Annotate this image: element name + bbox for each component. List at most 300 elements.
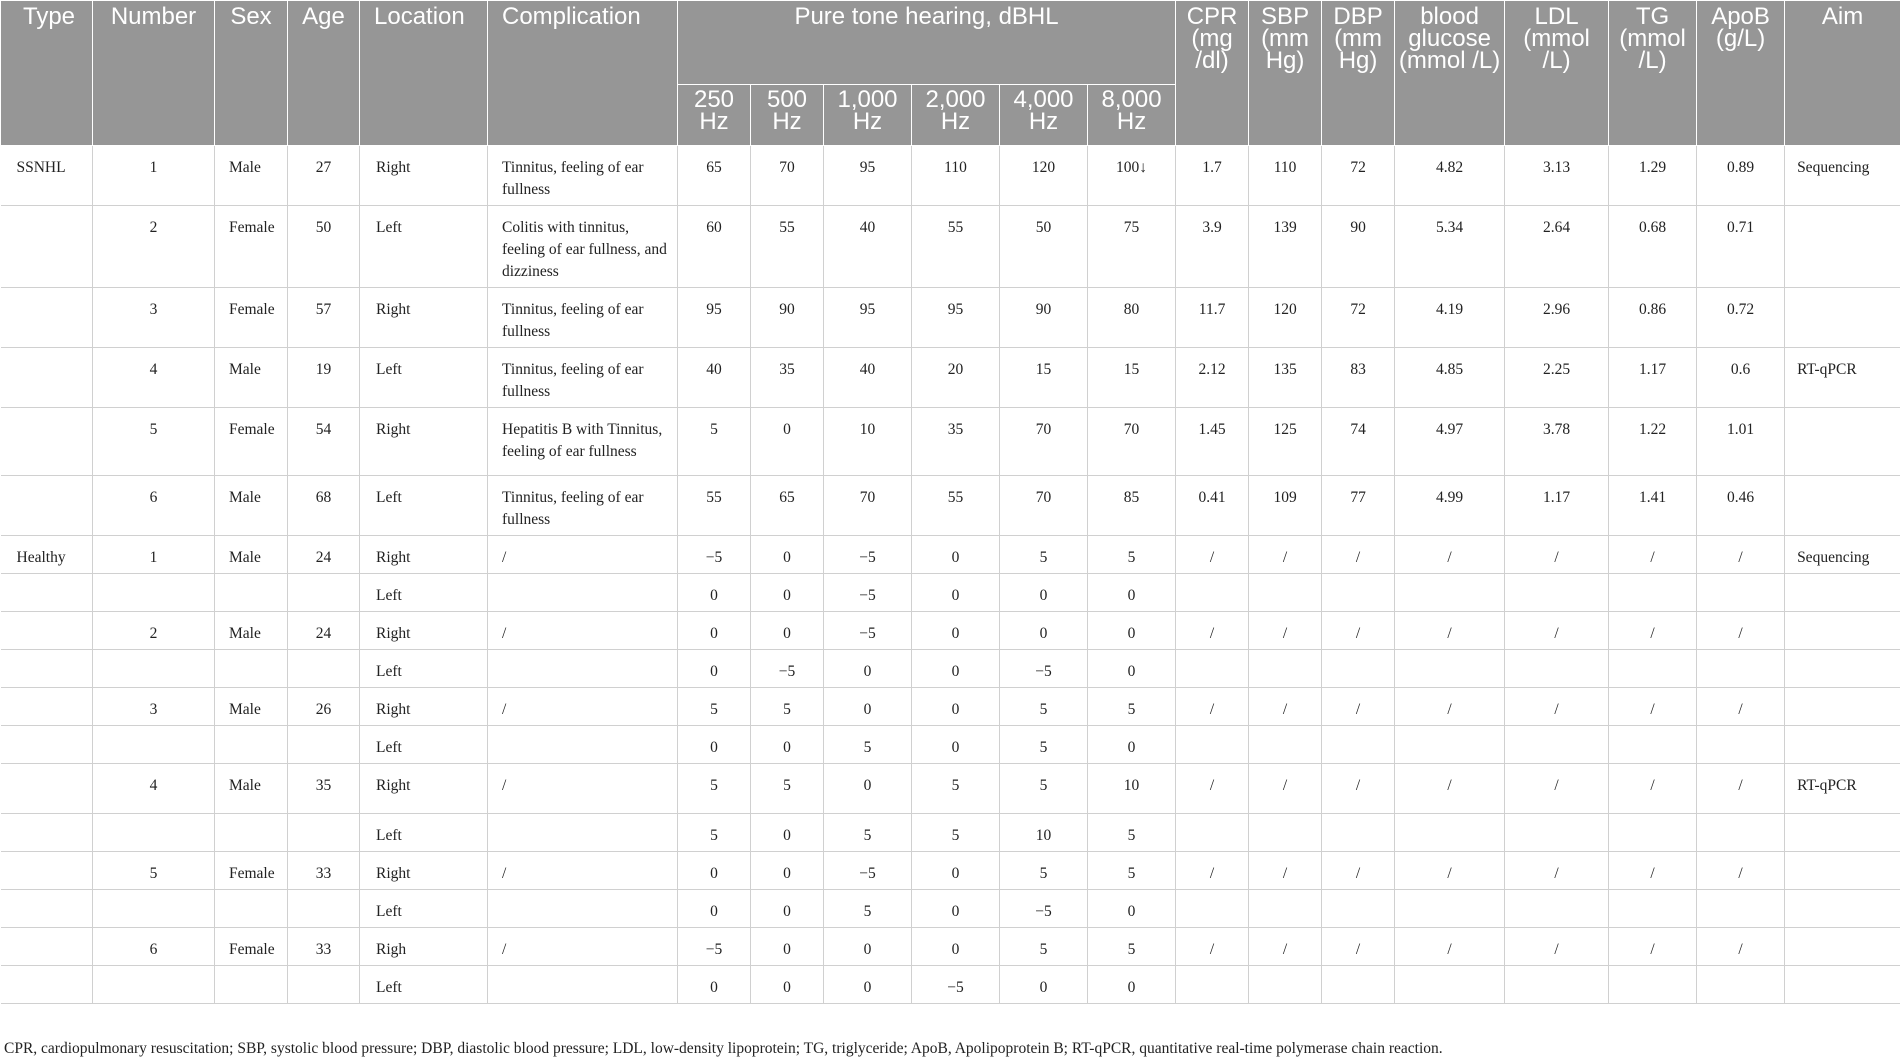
cell-hearing-1000: 0	[824, 928, 912, 966]
cell-location: Right	[360, 764, 488, 814]
cell-ldl: 1.17	[1505, 476, 1609, 536]
header-freq-1000: 1,000 Hz	[824, 85, 912, 146]
cell-age: 50	[288, 206, 360, 288]
cell-hearing-250: −5	[678, 928, 751, 966]
header-ldl: LDL (mmol /L)	[1505, 1, 1609, 146]
cell-ldl	[1505, 890, 1609, 928]
cell-ldl: /	[1505, 688, 1609, 726]
cell-age	[288, 814, 360, 852]
cell-sex: Female	[215, 206, 288, 288]
cell-sbp	[1249, 966, 1322, 1004]
cell-number: 5	[93, 852, 215, 890]
cell-number: 3	[93, 688, 215, 726]
header-blood-glucose: blood glucose (mmol /L)	[1395, 1, 1505, 146]
cell-complication: Tinnitus, feeling of ear fullness	[488, 476, 678, 536]
cell-tg	[1609, 574, 1697, 612]
table-row	[1, 650, 1900, 688]
cell-hearing-2000: 55	[912, 476, 1000, 536]
cell-aim	[1785, 612, 1900, 650]
cell-cpr	[1176, 574, 1249, 612]
cell-type	[1, 574, 93, 612]
cell-age	[288, 650, 360, 688]
cell-hearing-500: −5	[751, 650, 824, 688]
cell-hearing-500: 0	[751, 928, 824, 966]
cell-sex: Male	[215, 348, 288, 408]
cell-hearing-8000: 0	[1088, 574, 1176, 612]
cell-dbp: /	[1322, 688, 1395, 726]
cell-complication: Colitis with tinnitus, feeling of ear fullness, and dizziness	[488, 206, 678, 288]
cell-cpr	[1176, 890, 1249, 928]
header-cpr: CPR (mg /dl)	[1176, 1, 1249, 146]
cell-number	[93, 814, 215, 852]
cell-ldl: 2.25	[1505, 348, 1609, 408]
cell-cpr: 1.7	[1176, 146, 1249, 206]
cell-glucose: 4.99	[1395, 476, 1505, 536]
cell-hearing-250: 5	[678, 688, 751, 726]
cell-ldl	[1505, 574, 1609, 612]
cell-hearing-4000: 90	[1000, 288, 1088, 348]
cell-glucose: /	[1395, 852, 1505, 890]
cell-hearing-4000: 5	[1000, 852, 1088, 890]
cell-aim: Sequencing	[1785, 146, 1900, 206]
cell-sbp	[1249, 814, 1322, 852]
cell-type	[1, 612, 93, 650]
cell-hearing-8000: 0	[1088, 890, 1176, 928]
cell-age	[288, 966, 360, 1004]
cell-hearing-1000: 0	[824, 688, 912, 726]
cell-tg: /	[1609, 612, 1697, 650]
cell-hearing-8000: 85	[1088, 476, 1176, 536]
cell-apob	[1697, 574, 1785, 612]
cell-hearing-250: 0	[678, 966, 751, 1004]
cell-tg: 0.86	[1609, 288, 1697, 348]
cell-hearing-1000: 0	[824, 764, 912, 814]
cell-type	[1, 764, 93, 814]
cell-apob: 0.6	[1697, 348, 1785, 408]
cell-apob	[1697, 966, 1785, 1004]
cell-hearing-250: 0	[678, 726, 751, 764]
cell-complication: Hepatitis B with Tinnitus, feeling of ear fullness	[488, 408, 678, 476]
cell-sbp	[1249, 650, 1322, 688]
cell-aim	[1785, 206, 1900, 288]
cell-sex: Male	[215, 536, 288, 574]
header-complication: Complication	[488, 1, 678, 146]
cell-complication: /	[488, 612, 678, 650]
cell-glucose: 4.82	[1395, 146, 1505, 206]
cell-age: 54	[288, 408, 360, 476]
cell-cpr	[1176, 814, 1249, 852]
table-row	[1, 928, 1900, 966]
cell-hearing-4000: 5	[1000, 928, 1088, 966]
table-row	[1, 764, 1900, 814]
cell-hearing-250: 5	[678, 408, 751, 476]
cell-hearing-2000: 95	[912, 288, 1000, 348]
cell-location: Right	[360, 536, 488, 574]
cell-complication	[488, 650, 678, 688]
cell-hearing-500: 0	[751, 814, 824, 852]
cell-apob: /	[1697, 536, 1785, 574]
cell-hearing-500: 70	[751, 146, 824, 206]
cell-hearing-2000: 0	[912, 650, 1000, 688]
cell-ldl: 3.78	[1505, 408, 1609, 476]
cell-location: Left	[360, 206, 488, 288]
cell-glucose: 4.85	[1395, 348, 1505, 408]
cell-number	[93, 574, 215, 612]
cell-tg	[1609, 650, 1697, 688]
cell-sex	[215, 726, 288, 764]
header-sex: Sex	[215, 1, 288, 146]
cell-tg: /	[1609, 852, 1697, 890]
cell-location: Right	[360, 146, 488, 206]
cell-hearing-250: 95	[678, 288, 751, 348]
cell-aim	[1785, 288, 1900, 348]
cell-hearing-1000: −5	[824, 536, 912, 574]
header-type: Type	[1, 1, 93, 146]
cell-glucose: /	[1395, 536, 1505, 574]
cell-hearing-500: 65	[751, 476, 824, 536]
cell-aim: Sequencing	[1785, 536, 1900, 574]
cell-ldl	[1505, 966, 1609, 1004]
cell-glucose	[1395, 650, 1505, 688]
cell-sbp	[1249, 890, 1322, 928]
cell-glucose: /	[1395, 612, 1505, 650]
header-pure-tone-hearing: Pure tone hearing, dBHL	[678, 1, 1176, 85]
cell-cpr: /	[1176, 852, 1249, 890]
cell-sbp	[1249, 726, 1322, 764]
cell-glucose: /	[1395, 928, 1505, 966]
cell-type: SSNHL	[1, 146, 93, 206]
cell-age	[288, 726, 360, 764]
cell-dbp: 72	[1322, 288, 1395, 348]
cell-hearing-1000: −5	[824, 612, 912, 650]
cell-hearing-4000: 10	[1000, 814, 1088, 852]
cell-number: 4	[93, 764, 215, 814]
cell-cpr: 1.45	[1176, 408, 1249, 476]
cell-glucose	[1395, 890, 1505, 928]
cell-type: Healthy	[1, 536, 93, 574]
cell-hearing-4000: 15	[1000, 348, 1088, 408]
cell-hearing-1000: 0	[824, 650, 912, 688]
cell-number: 5	[93, 408, 215, 476]
header-tg: TG (mmol /L)	[1609, 1, 1697, 146]
cell-complication	[488, 726, 678, 764]
cell-dbp: 74	[1322, 408, 1395, 476]
cell-hearing-500: 55	[751, 206, 824, 288]
table-header	[1, 1, 1900, 146]
cell-hearing-8000: 70	[1088, 408, 1176, 476]
cell-number: 2	[93, 612, 215, 650]
cell-type	[1, 348, 93, 408]
cell-number	[93, 966, 215, 1004]
cell-hearing-250: 5	[678, 814, 751, 852]
cell-hearing-2000: 20	[912, 348, 1000, 408]
cell-type	[1, 966, 93, 1004]
cell-sbp: 110	[1249, 146, 1322, 206]
cell-hearing-2000: 0	[912, 890, 1000, 928]
cell-aim	[1785, 890, 1900, 928]
cell-apob: 0.46	[1697, 476, 1785, 536]
cell-location: Right	[360, 288, 488, 348]
cell-age	[288, 574, 360, 612]
cell-sbp: /	[1249, 764, 1322, 814]
cell-hearing-2000: 0	[912, 928, 1000, 966]
cell-hearing-2000: 35	[912, 408, 1000, 476]
cell-sbp: /	[1249, 852, 1322, 890]
cell-number: 6	[93, 476, 215, 536]
cell-number: 3	[93, 288, 215, 348]
cell-sbp: 120	[1249, 288, 1322, 348]
cell-hearing-500: 35	[751, 348, 824, 408]
cell-hearing-250: 5	[678, 764, 751, 814]
cell-aim	[1785, 476, 1900, 536]
cell-tg: /	[1609, 764, 1697, 814]
cell-number: 1	[93, 536, 215, 574]
cell-location: Left	[360, 574, 488, 612]
cell-number: 4	[93, 348, 215, 408]
cell-hearing-250: 0	[678, 574, 751, 612]
cell-tg	[1609, 726, 1697, 764]
cell-apob: 0.71	[1697, 206, 1785, 288]
cell-hearing-250: 60	[678, 206, 751, 288]
cell-ldl	[1505, 814, 1609, 852]
cell-sex: Female	[215, 852, 288, 890]
header-aim: Aim	[1785, 1, 1900, 146]
cell-sex: Male	[215, 146, 288, 206]
cell-dbp	[1322, 574, 1395, 612]
cell-hearing-2000: 110	[912, 146, 1000, 206]
cell-complication: /	[488, 764, 678, 814]
cell-sex: Male	[215, 688, 288, 726]
table-row	[1, 146, 1900, 206]
cell-number	[93, 726, 215, 764]
header-sbp: SBP (mm Hg)	[1249, 1, 1322, 146]
cell-dbp: 77	[1322, 476, 1395, 536]
cell-hearing-8000: 0	[1088, 650, 1176, 688]
cell-dbp: /	[1322, 612, 1395, 650]
cell-age: 24	[288, 536, 360, 574]
table-row	[1, 612, 1900, 650]
cell-aim	[1785, 650, 1900, 688]
cell-aim	[1785, 814, 1900, 852]
header-age: Age	[288, 1, 360, 146]
cell-complication: /	[488, 928, 678, 966]
cell-apob: /	[1697, 688, 1785, 726]
cell-age	[288, 890, 360, 928]
cell-hearing-8000: 5	[1088, 852, 1176, 890]
cell-hearing-4000: 50	[1000, 206, 1088, 288]
cell-hearing-500: 0	[751, 574, 824, 612]
table-row	[1, 726, 1900, 764]
cell-hearing-1000: 5	[824, 890, 912, 928]
cell-sex	[215, 574, 288, 612]
cell-type	[1, 688, 93, 726]
cell-ldl: /	[1505, 536, 1609, 574]
header-dbp: DBP (mm Hg)	[1322, 1, 1395, 146]
cell-hearing-1000: 40	[824, 206, 912, 288]
cell-glucose: 5.34	[1395, 206, 1505, 288]
cell-hearing-500: 0	[751, 966, 824, 1004]
cell-age: 57	[288, 288, 360, 348]
cell-hearing-250: 0	[678, 650, 751, 688]
cell-hearing-2000: 0	[912, 852, 1000, 890]
cell-aim: RT-qPCR	[1785, 764, 1900, 814]
cell-hearing-8000: 5	[1088, 814, 1176, 852]
cell-hearing-2000: 0	[912, 574, 1000, 612]
cell-complication	[488, 890, 678, 928]
cell-apob: 0.72	[1697, 288, 1785, 348]
cell-tg: 1.17	[1609, 348, 1697, 408]
cell-sbp: /	[1249, 928, 1322, 966]
header-freq-4000: 4,000 Hz	[1000, 85, 1088, 146]
cell-type	[1, 890, 93, 928]
cell-hearing-8000: 75	[1088, 206, 1176, 288]
table-row	[1, 890, 1900, 928]
cell-aim: RT-qPCR	[1785, 348, 1900, 408]
cell-hearing-4000: 120	[1000, 146, 1088, 206]
table-body	[1, 146, 1900, 1004]
cell-number: 6	[93, 928, 215, 966]
cell-location: Left	[360, 650, 488, 688]
table-row	[1, 476, 1900, 536]
header-freq-2000: 2,000 Hz	[912, 85, 1000, 146]
cell-apob	[1697, 814, 1785, 852]
cell-complication	[488, 966, 678, 1004]
cell-ldl: 2.64	[1505, 206, 1609, 288]
cell-hearing-1000: 95	[824, 288, 912, 348]
cell-apob	[1697, 890, 1785, 928]
cell-aim	[1785, 688, 1900, 726]
cell-hearing-1000: −5	[824, 574, 912, 612]
cell-hearing-8000: 100↓	[1088, 146, 1176, 206]
cell-hearing-8000: 5	[1088, 536, 1176, 574]
cell-aim	[1785, 726, 1900, 764]
cell-type	[1, 852, 93, 890]
cell-hearing-500: 0	[751, 408, 824, 476]
cell-hearing-1000: 95	[824, 146, 912, 206]
cell-cpr: 0.41	[1176, 476, 1249, 536]
cell-tg: 1.29	[1609, 146, 1697, 206]
cell-hearing-8000: 0	[1088, 726, 1176, 764]
cell-cpr: 3.9	[1176, 206, 1249, 288]
cell-hearing-1000: 40	[824, 348, 912, 408]
cell-complication: Tinnitus, feeling of ear fullness	[488, 348, 678, 408]
cell-tg	[1609, 890, 1697, 928]
cell-dbp: /	[1322, 928, 1395, 966]
table-row	[1, 348, 1900, 408]
cell-sbp: 135	[1249, 348, 1322, 408]
cell-apob: /	[1697, 852, 1785, 890]
cell-location: Left	[360, 726, 488, 764]
cell-hearing-4000: 0	[1000, 574, 1088, 612]
cell-sbp: /	[1249, 612, 1322, 650]
cell-hearing-250: 0	[678, 612, 751, 650]
cell-glucose	[1395, 574, 1505, 612]
cell-aim	[1785, 928, 1900, 966]
cell-tg: 1.22	[1609, 408, 1697, 476]
cell-hearing-4000: 5	[1000, 764, 1088, 814]
cell-hearing-500: 0	[751, 852, 824, 890]
cell-hearing-2000: 55	[912, 206, 1000, 288]
cell-ldl	[1505, 726, 1609, 764]
cell-dbp	[1322, 814, 1395, 852]
cell-hearing-1000: 5	[824, 814, 912, 852]
cell-complication: /	[488, 688, 678, 726]
cell-location: Right	[360, 612, 488, 650]
cell-ldl: 2.96	[1505, 288, 1609, 348]
cell-age: 33	[288, 852, 360, 890]
cell-apob: /	[1697, 764, 1785, 814]
table-row	[1, 536, 1900, 574]
cell-hearing-8000: 0	[1088, 966, 1176, 1004]
cell-sex: Male	[215, 764, 288, 814]
cell-hearing-1000: 5	[824, 726, 912, 764]
cell-hearing-8000: 10	[1088, 764, 1176, 814]
cell-cpr	[1176, 966, 1249, 1004]
cell-age: 27	[288, 146, 360, 206]
header-apob: ApoB (g/L)	[1697, 1, 1785, 146]
cell-dbp	[1322, 726, 1395, 764]
cell-age: 24	[288, 612, 360, 650]
cell-dbp: 90	[1322, 206, 1395, 288]
cell-apob: 0.89	[1697, 146, 1785, 206]
cell-apob: /	[1697, 612, 1785, 650]
cell-ldl: /	[1505, 764, 1609, 814]
cell-hearing-250: 0	[678, 890, 751, 928]
cell-type	[1, 726, 93, 764]
cell-complication: Tinnitus, feeling of ear fullness	[488, 288, 678, 348]
cell-tg	[1609, 814, 1697, 852]
cell-sex: Female	[215, 408, 288, 476]
cell-hearing-4000: 5	[1000, 688, 1088, 726]
cell-ldl: /	[1505, 928, 1609, 966]
cell-location: Righ	[360, 928, 488, 966]
cell-complication	[488, 814, 678, 852]
cell-glucose: 4.19	[1395, 288, 1505, 348]
cell-type	[1, 408, 93, 476]
cell-type	[1, 288, 93, 348]
cell-type	[1, 206, 93, 288]
cell-type	[1, 814, 93, 852]
table-row	[1, 288, 1900, 348]
cell-hearing-500: 5	[751, 764, 824, 814]
cell-hearing-2000: 0	[912, 612, 1000, 650]
cell-sex: Female	[215, 928, 288, 966]
cell-hearing-250: 65	[678, 146, 751, 206]
cell-hearing-4000: −5	[1000, 890, 1088, 928]
cell-hearing-4000: 70	[1000, 408, 1088, 476]
cell-hearing-1000: 0	[824, 966, 912, 1004]
cell-sbp: /	[1249, 688, 1322, 726]
cell-dbp: 72	[1322, 146, 1395, 206]
cell-hearing-1000: 70	[824, 476, 912, 536]
cell-hearing-4000: 0	[1000, 966, 1088, 1004]
cell-location: Right	[360, 688, 488, 726]
cell-sbp	[1249, 574, 1322, 612]
cell-cpr: /	[1176, 928, 1249, 966]
cell-hearing-500: 90	[751, 288, 824, 348]
cell-glucose: 4.97	[1395, 408, 1505, 476]
cell-hearing-500: 0	[751, 890, 824, 928]
cell-type	[1, 650, 93, 688]
cell-sbp: /	[1249, 536, 1322, 574]
cell-tg: /	[1609, 688, 1697, 726]
cell-age: 19	[288, 348, 360, 408]
cell-ldl: /	[1505, 612, 1609, 650]
cell-hearing-4000: 5	[1000, 536, 1088, 574]
cell-location: Left	[360, 890, 488, 928]
cell-dbp: /	[1322, 536, 1395, 574]
cell-age: 68	[288, 476, 360, 536]
